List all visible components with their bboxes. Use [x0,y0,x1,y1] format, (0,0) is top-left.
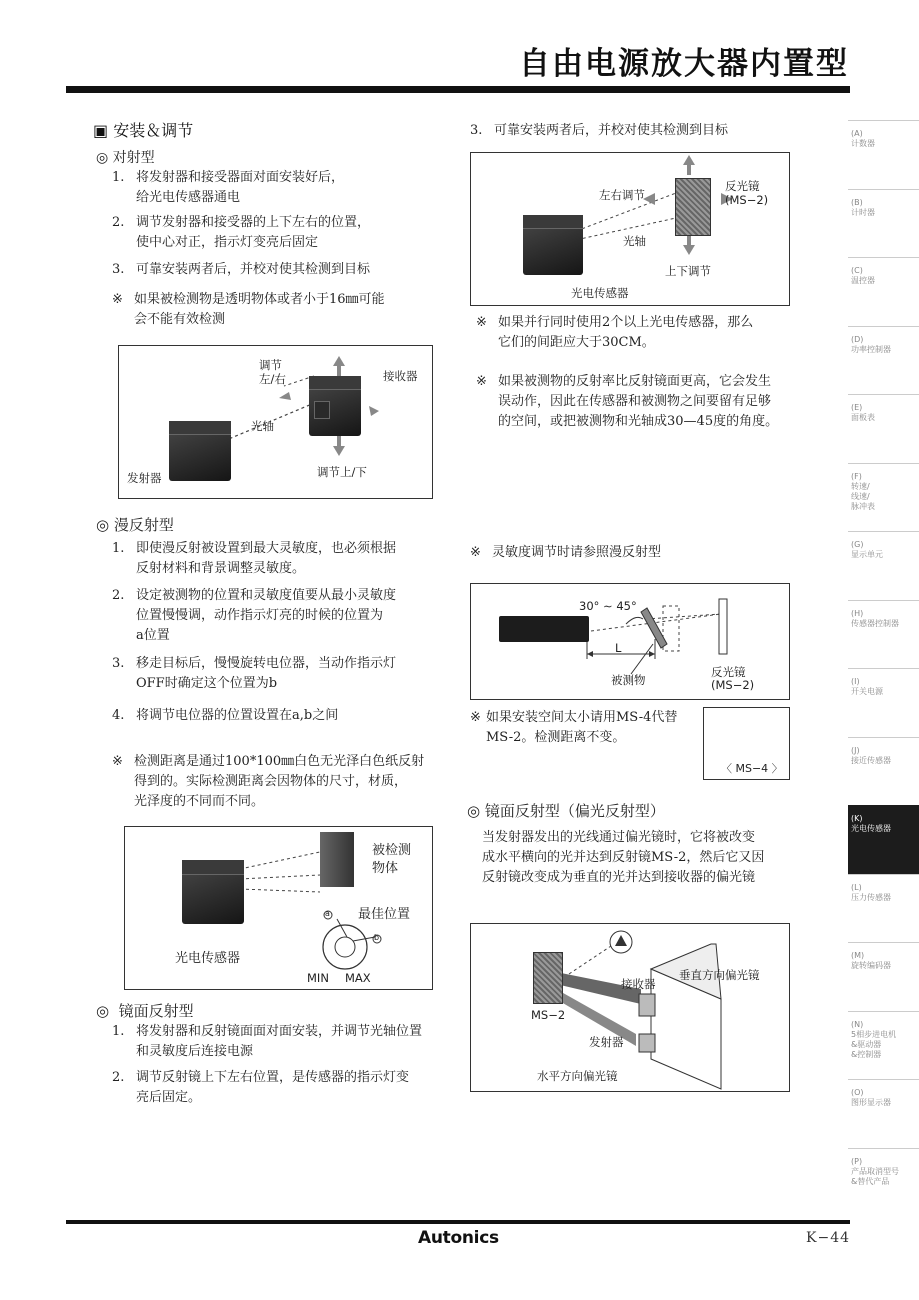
note-mark-icon: ※ [112,754,123,769]
thru-beam-heading: ◎ 对射型 [96,150,155,166]
angle-figure [470,583,790,700]
tab-code: (B) [851,197,863,207]
adjust-ud-label: 上下调节 [665,264,711,278]
b-label: b [374,933,380,942]
object-label: 被测物 [611,673,646,687]
vertical-polarizer-label: 垂直方向偏光镜 [679,968,760,982]
tab-label: 传感器控制器 [851,618,899,628]
reflect-note: ※ 如果被测物的反射率比反射镜面更高，它会发生 误动作，因此在传感器和被测物之间要留有足够 的空间，或把被测物和光轴成30—45度的角度。 [476,374,779,429]
tab-code: (E) [851,403,863,412]
brand-logo: Autonics [418,1228,499,1248]
target-object [320,832,354,887]
max-label: MAX [345,971,371,985]
tab-code: (L) [851,882,862,892]
note-mark-icon: ※ [470,545,481,560]
tab-label: 开关电源 [851,687,883,696]
sidebar-tab[interactable] [848,1079,919,1148]
receiver-label: 接收器 [621,977,656,991]
sidebar-tab[interactable] [848,120,919,189]
list-item: 3. 可靠安装两者后，并校对使其检测到目标 [470,123,729,138]
sidebar-tab[interactable] [848,257,919,326]
list-item: 1. 将发射器和接受器面对面安装好后， 给光电传感器通电 [112,170,345,205]
tab-code: (M) [851,951,865,960]
sidebar-tab[interactable] [848,1148,919,1217]
tab-label: 计数器 [851,139,875,148]
retro-figure [470,152,790,306]
reflector-plate [675,178,711,236]
note-mark-icon: ※ [476,315,487,330]
sensor-device [182,860,244,924]
tab-code: (O) [851,1088,864,1097]
note-mark-icon: ※ [470,710,481,725]
tab-label: 温控器 [851,276,875,285]
list-item: 1. 将发射器和反射镜面面对面安装，并调节光轴位置 和灵敏度后连接电源 [112,1024,423,1059]
ms4-note: ※ 如果安装空间太小请用MS-4代替 MS-2。检测距离不变。 [470,710,678,745]
polarized-description: 当发射器发出的光线通过偏光镜时，它将被改变 成水平横向的光并达到反射镜MS-2，然后它又因 反射镜改变成为垂直的光并达到接收器的偏光镜 [482,830,765,885]
receiver-label: 接收器 [383,369,418,383]
sidebar-tab[interactable] [848,874,919,943]
ms4-label: 〈 MS−4 〉 [721,762,783,775]
tab-code: (C) [851,266,863,275]
distance-label: L [615,641,622,655]
tab-code: (H) [851,608,864,618]
note-mark-icon: ※ [112,292,123,307]
thru-note: ※ 如果被检测物是透明物体或者小于16㎜可能 会不能有效检测 [112,292,385,327]
top-divider [66,86,850,93]
ms4-box [703,707,790,780]
tab-label: 功率控制器 [851,344,891,354]
tab-label: 5相步进电机 &驱动器 &控制器 [851,1029,897,1059]
bottom-divider [66,1220,850,1224]
emitter-label: 发射器 [127,471,162,485]
tab-code: (D) [851,334,864,344]
sidebar-tab[interactable] [848,600,919,669]
diffuse-note: ※ 检测距离是通过100*100㎜白色无光泽白色纸反射 得到的。实际检测距离会因物体的尺寸，材质， 光泽度的不同而不同。 [112,754,425,809]
tab-code: (P) [851,1156,863,1166]
sensor-device [499,616,589,642]
retro-heading: ◎ 镜面反射型 [96,1002,194,1020]
category-sidebar [848,120,919,1216]
tab-code: (F) [851,471,862,481]
page-title: 自由电源放大器内置型 [519,46,849,82]
sidebar-tab[interactable] [848,463,919,532]
list-item: 2. 调节反射镜上下左右位置，是传感器的指示灯变 亮后固定。 [112,1070,410,1105]
list-item: 3. 可靠安装两者后，并校对使其检测到目标 [112,262,371,277]
tab-code: (G) [851,540,864,549]
emitter-device [169,421,231,481]
best-position-label: 最佳位置 [358,907,411,922]
adjust-lr-label: 调节 左/右 [259,358,286,386]
sidebar-tab[interactable] [848,668,919,737]
axis-label: 光轴 [251,419,274,433]
tab-code: (K) [851,814,863,823]
list-item: 2. 调节发射器和接受器的上下左右的位置， 使中心对正，指示灯变亮后固定 [112,215,371,250]
sensitivity-note: ※ 灵敏度调节时请参照漫反射型 [470,543,820,563]
tab-label: 转速/ 线速/ 脉冲表 [851,481,875,511]
sidebar-tab[interactable] [848,1011,919,1080]
sidebar-tab[interactable] [848,805,919,874]
sensor-label: 光电传感器 [571,286,629,300]
diffuse-heading: ◎ 漫反射型 [96,516,174,534]
retro-diagram [471,153,789,305]
list-item: 3. 移走目标后，慢慢旋转电位器，当动作指示灯 OFF时确定这个位置为b [112,656,397,691]
install-heading: ▣ 安装＆调节 [93,121,194,140]
sidebar-tab[interactable] [848,531,919,600]
page-number: K−44 [806,1230,851,1246]
parallel-note: ※ 如果并行同时使用2个以上光电传感器，那么 它们的间距应大于30CM。 [476,315,754,350]
receiver-device [309,376,361,436]
emitter-label: 发射器 [589,1035,624,1049]
sensor-device [523,215,583,275]
tab-label: 光电传感器 [851,824,891,833]
tab-label: 计时器 [851,207,875,217]
tab-label: 面板表 [851,413,875,422]
list-item: 2. 设定被测物的位置和灵敏度值要从最小灵敏度 位置慢慢调，动作指示灯亮的时候的位置为 a位置 [112,588,397,643]
sensor-label: 光电传感器 [175,951,241,966]
tab-label: 产品取消型号 &替代产品 [851,1166,899,1186]
target-label: 被检测 物体 [372,843,412,876]
ms2-reflector [533,952,563,1004]
adjust-lr-label: 左右调节 [599,188,645,202]
tab-code: (N) [851,1019,864,1029]
tab-label: 旋转编码器 [851,961,891,970]
polarized-figure [470,923,790,1092]
polarized-diagram [471,924,789,1091]
reflector-label: 反光镜 (MS−2) [725,179,769,207]
a-label: a [325,909,330,918]
min-label: MIN [307,971,329,985]
horizontal-polarizer-label: 水平方向偏光镜 [537,1069,618,1083]
sidebar-tab[interactable] [848,737,919,806]
adjust-ud-label: 调节上/下 [317,465,367,479]
sidebar-tab[interactable] [848,326,919,395]
sidebar-tab[interactable] [848,189,919,258]
sidebar-tab[interactable] [848,394,919,463]
diffuse-figure [124,826,433,990]
tab-label: 显示单元 [851,550,883,559]
tab-code: (J) [851,745,860,755]
angle-label: 30° ∼ 45° [579,599,637,613]
ms2-label: MS−2 [531,1008,566,1022]
list-item: 1. 即使漫反射被设置到最大灵敏度，也必须根据 反射材料和背景调整灵敏度。 [112,541,397,576]
tab-label: 压力传感器 [851,892,891,902]
note-mark-icon: ※ [476,374,487,389]
tab-label: 接近传感器 [851,755,891,765]
tab-code: (I) [851,677,860,686]
polarized-heading: ◎ 镜面反射型（偏光反射型） [467,802,665,820]
list-item: 4. 将调节电位器的位置设置在a,b之间 [112,708,339,723]
reflector-label: 反光镜 (MS−2) [711,665,755,692]
sidebar-tab[interactable] [848,942,919,1011]
tab-code: (A) [851,129,863,138]
axis-label: 光轴 [623,234,646,248]
tab-label: 图形显示器 [851,1098,891,1107]
thru-beam-figure [118,345,433,499]
